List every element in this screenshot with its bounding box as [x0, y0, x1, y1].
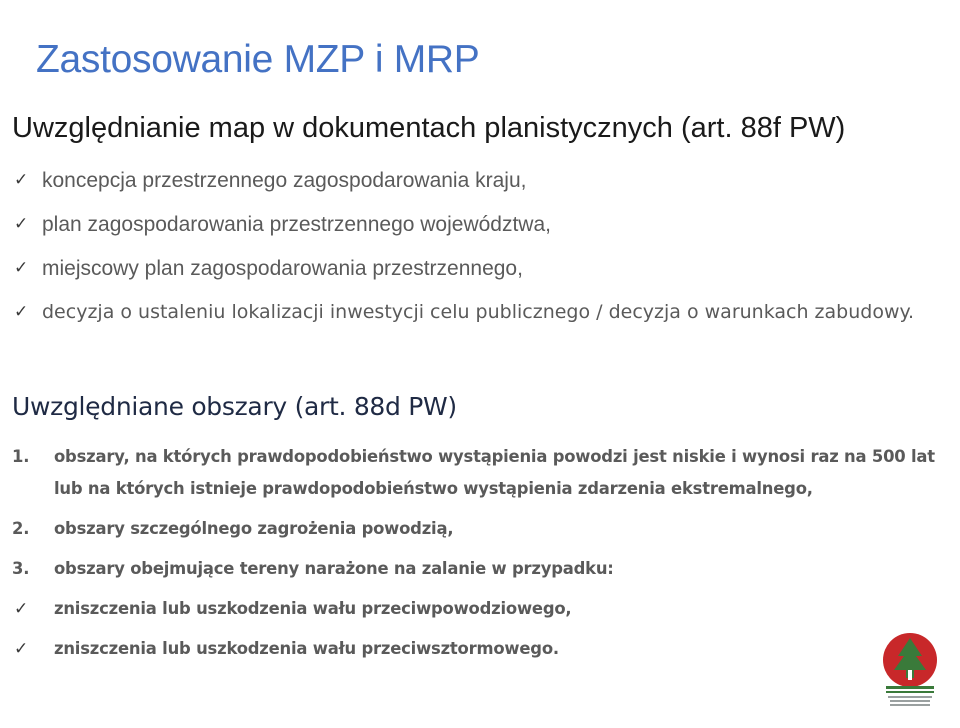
check-icon: ✓ [14, 302, 29, 322]
list-item: 3. obszary obejmujące tereny narażone na zalanie w przypadku: [12, 553, 952, 585]
slide-title: Zastosowanie MZP i MRP [36, 38, 480, 81]
section-heading-areas: Uwzględniane obszary (art. 88d PW) [12, 392, 457, 421]
check-icon: ✓ [14, 170, 29, 190]
list-item: 2. obszary szczególnego zagrożenia powodzią, [12, 513, 952, 545]
check-icon: ✓ [14, 639, 29, 659]
list-item: ✓ miejscowy plan zagospodarowania przestrzennego, [12, 252, 942, 285]
list-item: ✓ plan zagospodarowania przestrzennego województwa, [12, 208, 942, 241]
list-item: ✓ decyzja o ustaleniu lokalizacji inwestycji celu publicznego / decyzja o warunkach zabudowy. [12, 296, 942, 329]
item-number: 1. [12, 447, 30, 466]
list-item: ✓ koncepcja przestrzennego zagospodarowania kraju, [12, 164, 942, 197]
check-icon: ✓ [14, 214, 29, 234]
ministry-logo-icon [878, 630, 942, 714]
planning-documents-list [12, 164, 942, 329]
list-subitem: ✓ zniszczenia lub uszkodzenia wału przeciwpowodziowego, [12, 593, 952, 625]
check-icon: ✓ [14, 258, 29, 278]
areas-list [12, 441, 952, 665]
item-number: 2. [12, 519, 30, 538]
list-subitem: ✓ zniszczenia lub uszkodzenia wału przeciwsztormowego. [12, 633, 952, 665]
check-icon: ✓ [14, 599, 29, 619]
list-item: 1. obszary, na których prawdopodobieństwo wystąpienia powodzi jest niskie i wynosi raz na 500 lat lub na których istnieje prawdopodobieństwo wystąpienia zdarzenia ekstremalnego, [12, 441, 952, 505]
item-number: 3. [12, 559, 30, 578]
section-heading-maps: Uwzględnianie map w dokumentach planistycznych (art. 88f PW) [12, 112, 846, 144]
